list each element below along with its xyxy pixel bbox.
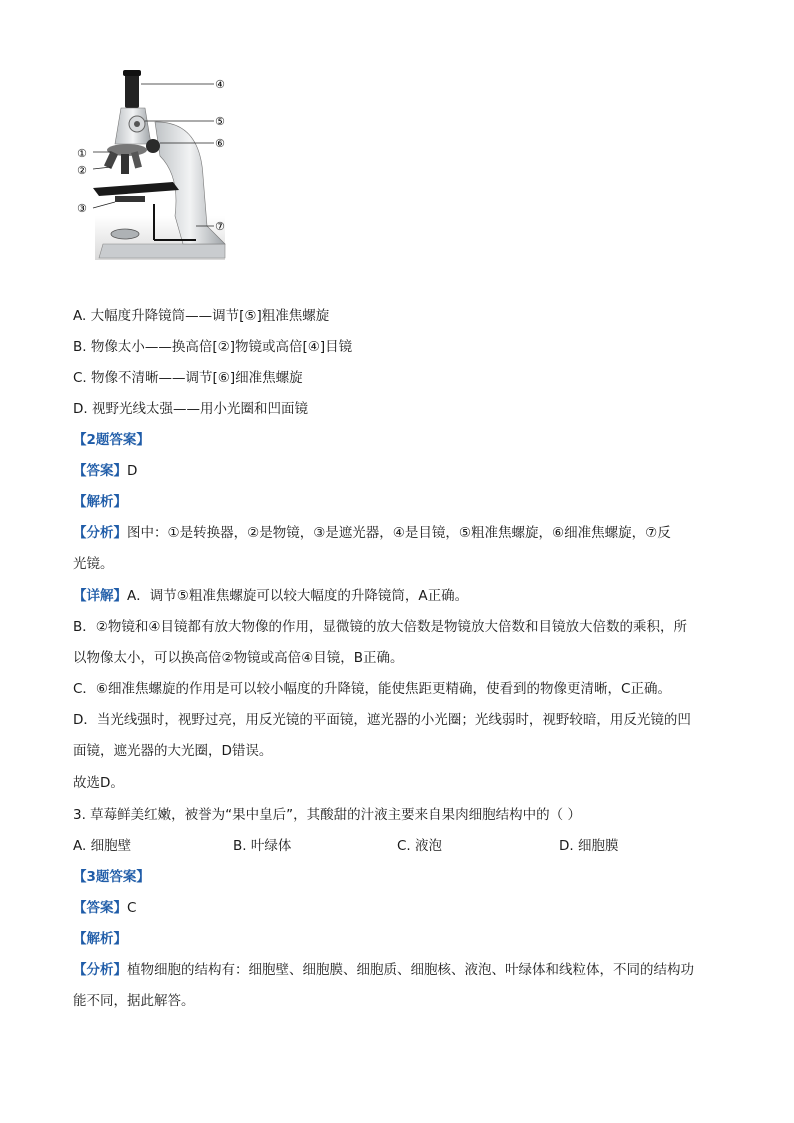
label-6: ⑥ (215, 137, 225, 150)
stage (93, 182, 179, 196)
q2-xiangjie-line (73, 586, 468, 606)
q2-conclusion: 故选D。 (73, 775, 124, 791)
answer-value: D (127, 463, 138, 479)
fenxi-tag: 【分析】 (73, 962, 127, 978)
label-5: ⑤ (215, 115, 225, 128)
q2-explain-b-1: B．②物镜和④目镜都有放大物像的作用，显微镜的放大倍数是物镜放大倍数和目镜放大倍数的乘积，所 (73, 619, 687, 635)
xiangjie-text: A．调节⑤粗准焦螺旋可以较大幅度的升降镜筒，A正确。 (127, 588, 469, 604)
xiangjie-tag: 【详解】 (73, 588, 127, 604)
diaphragm (115, 196, 145, 202)
q2-explain-d-2: 面镜，遮光器的大光圈，D错误。 (73, 743, 273, 759)
fenxi-text: 图中：①是转换器，②是物镜，③是遮光器，④是目镜，⑤粗准焦螺旋，⑥细准焦螺旋，⑦反 (127, 525, 671, 541)
q2-explain-c: C．⑥细准焦螺旋的作用是可以较小幅度的升降镜，能使焦距更精确，使看到的物像更清晰，C正确。 (73, 681, 671, 697)
q3-answer-header: 【3题答案】 (73, 869, 150, 885)
q2-explain-d-1: D．当光线强时，视野过亮，用反光镜的平面镜，遮光器的小光圈；光线弱时，视野较暗，用反光镜的凹 (73, 712, 691, 728)
q2-answer-header: 【2题答案】 (73, 432, 150, 448)
label-3: ③ (77, 202, 87, 215)
q3-option-d: D. 细胞膜 (559, 838, 619, 854)
q2-fenxi-line-1 (73, 523, 671, 543)
fenxi-text: 植物细胞的结构有：细胞壁、细胞膜、细胞质、细胞核、液泡、叶绿体和线粒体，不同的结构功 (127, 962, 694, 978)
q3-option-c: C. 液泡 (397, 838, 443, 854)
fenxi-tag: 【分析】 (73, 525, 127, 541)
q3-option-b: B. 叶绿体 (233, 838, 292, 854)
microscope-figure (75, 66, 250, 266)
mirror (111, 229, 139, 239)
eyepiece-top (123, 70, 141, 76)
q2-option-b: B. 物像太小——换高倍[②]物镜或高倍[④]目镜 (73, 339, 353, 355)
q3-fenxi-line-1 (73, 960, 694, 980)
label-7: ⑦ (215, 220, 225, 233)
q2-option-a: A. 大幅度升降镜筒——调节[⑤]粗准焦螺旋 (73, 308, 330, 324)
q2-analysis-tag: 【解析】 (73, 494, 127, 510)
label-1: ① (77, 147, 87, 160)
eyepiece-tube (125, 72, 139, 108)
fine-knob (146, 139, 160, 153)
answer-tag: 【答案】 (73, 900, 127, 916)
q3-options (73, 836, 733, 856)
q3-analysis-tag: 【解析】 (73, 931, 127, 947)
answer-value: C (127, 900, 137, 916)
q2-fenxi-line-2: 光镜。 (73, 556, 114, 572)
label-4: ④ (215, 78, 225, 91)
q3-option-a: A. 细胞壁 (73, 838, 132, 854)
microscope-base (99, 244, 225, 258)
answer-tag: 【答案】 (73, 463, 127, 479)
label-2: ② (77, 164, 87, 177)
q3-fenxi-line-2: 能不同，据此解答。 (73, 993, 195, 1009)
q3-answer-line (73, 898, 136, 918)
q2-option-d: D. 视野光线太强——用小光圈和凹面镜 (73, 401, 308, 417)
q2-answer-line (73, 461, 137, 481)
q2-option-c: C. 物像不清晰——调节[⑥]细准焦螺旋 (73, 370, 303, 386)
q3-stem: 3. 草莓鲜美红嫩，被誉为“果中皇后”，其酸甜的汁液主要来自果肉细胞结构中的（ ） (73, 807, 581, 823)
q2-explain-b-2: 以物像太小，可以换高倍②物镜或高倍④目镜，B正确。 (73, 650, 404, 666)
